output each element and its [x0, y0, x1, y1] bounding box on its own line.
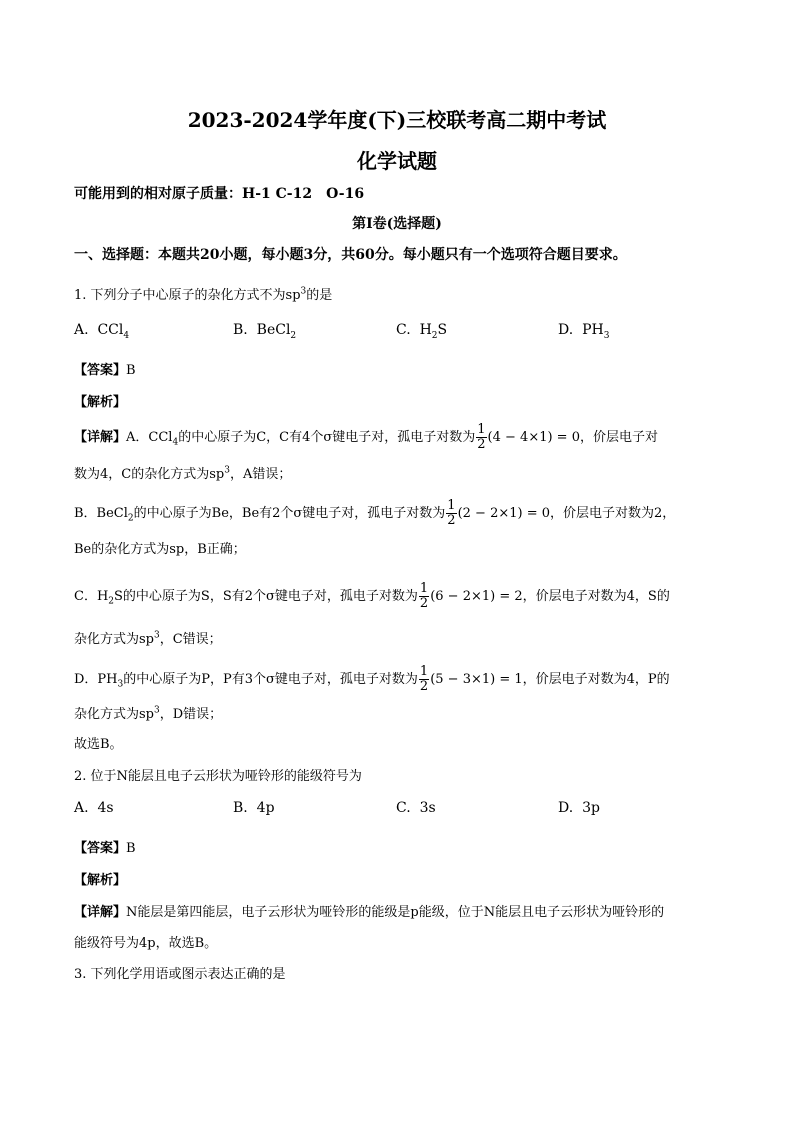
option-label: C. — [396, 322, 411, 338]
stem-formula: sp — [285, 288, 301, 303]
q1-answer — [74, 359, 136, 378]
text: ，D错误； — [159, 707, 223, 722]
answer-label: 【答案】 — [74, 363, 127, 378]
expression: (5 − 3×1) = 1 — [430, 672, 523, 687]
answer-label: 【答案】 — [74, 841, 127, 856]
text: C．H — [74, 589, 109, 604]
superscript: 3 — [224, 465, 230, 476]
sigma-symbol: σ — [323, 430, 333, 445]
option-subscript: 4 — [123, 330, 130, 341]
q1-detail-d-line2 — [74, 703, 222, 722]
question-3-stem: 3. 下列化学用语或图示表达正确的是 — [74, 967, 286, 982]
detail-label: 【详解】 — [74, 430, 127, 445]
option-label: B. — [233, 800, 248, 816]
option-subscript: 2 — [431, 330, 438, 341]
option-subscript: 3 — [603, 330, 610, 341]
q2-answer — [74, 837, 136, 856]
numerator: 1 — [447, 498, 456, 513]
text: ，价层电子对数为4，P的 — [522, 672, 670, 687]
q1-conclusion: 故选B。 — [74, 737, 123, 752]
text: 数为4，C的杂化方式为sp — [74, 467, 225, 482]
q1-detail-b-line2: Be的杂化方式为sp，B正确； — [74, 542, 246, 557]
text: ，C错误； — [159, 632, 222, 647]
exam-subtitle: 化学试题 — [357, 149, 437, 173]
text: 键电子对，孤电子对数为 — [274, 589, 418, 604]
q2-option-a — [74, 800, 114, 816]
q2-analysis-label: 【解析】 — [74, 873, 127, 888]
numerator: 1 — [477, 422, 486, 437]
fraction — [419, 665, 429, 694]
stem-superscript: 3 — [300, 286, 307, 297]
text: 键电子对，孤电子对数为 — [332, 430, 476, 445]
option-label: C. — [396, 800, 411, 816]
superscript: 3 — [154, 705, 160, 716]
formula: CCl — [148, 430, 173, 445]
option-label: D. — [558, 322, 574, 338]
q2-option-d — [558, 800, 600, 816]
denominator: 2 — [447, 513, 456, 528]
numerator: 1 — [419, 581, 429, 596]
subscript: 4 — [172, 437, 179, 448]
q1-detail-b-line1 — [74, 499, 675, 528]
expression: (2 − 2×1) = 0 — [457, 506, 551, 521]
option-label: D. — [558, 800, 574, 816]
expression: (4 − 4×1) = 0 — [487, 430, 580, 445]
text: ，价层电子对数为4，S的 — [522, 589, 670, 604]
text: 键电子对，孤电子对数为 — [274, 672, 418, 687]
option-label: A. — [74, 322, 89, 338]
q2-option-b — [233, 800, 275, 816]
text: ，价层电子对数为2， — [550, 506, 676, 521]
q1-option-a — [74, 322, 129, 341]
denominator: 2 — [477, 437, 486, 452]
option-formula-end: S — [437, 322, 448, 338]
atomic-mass-line: 可能用到的相对原子质量：H-1 C-12 O-16 — [74, 186, 365, 202]
q1-option-c — [396, 322, 447, 341]
option-subscript: 2 — [290, 330, 297, 341]
question-1-stem — [74, 284, 332, 303]
expression: (6 − 2×1) = 2 — [430, 589, 523, 604]
option-formula: BeCl — [256, 322, 291, 338]
subscript: 2 — [127, 513, 134, 524]
option-formula: CCl — [97, 322, 124, 338]
superscript: 3 — [154, 630, 160, 641]
q2-detail-line1 — [74, 901, 664, 920]
text: 杂化方式为sp — [74, 707, 154, 722]
q1-option-b — [233, 322, 296, 341]
denominator: 2 — [419, 596, 429, 611]
section-heading: 一、选择题：本题共20小题，每小题3分，共60分。每小题只有一个选项符合题目要求。 — [74, 247, 627, 263]
text: D．PH — [74, 672, 118, 687]
text: 杂化方式为sp — [74, 632, 154, 647]
option-value: 3s — [419, 800, 436, 816]
detail-text: N能层是第四能层，电子云形状为哑铃形的能级是p能级，位于N能层且电子云形状为哑铃形的 — [126, 905, 665, 920]
stem-text-end: 的是 — [306, 288, 333, 303]
option-label: A. — [74, 800, 89, 816]
stem-text: 1. 下列分子中心原子的杂化方式不为 — [74, 288, 286, 303]
fraction — [446, 499, 456, 528]
q1-analysis-label: 【解析】 — [74, 395, 127, 410]
sigma-symbol: σ — [266, 672, 275, 687]
answer-value: B — [126, 841, 136, 856]
answer-value: B — [126, 363, 136, 378]
text: A． — [126, 430, 149, 445]
text: S的中心原子为S，S有2个 — [114, 589, 267, 604]
subscript: 2 — [108, 596, 115, 607]
subscript: 3 — [117, 679, 124, 690]
option-formula: H — [419, 322, 432, 338]
q1-detail-c-line1 — [74, 582, 670, 611]
q1-detail-d-line1 — [74, 665, 670, 694]
text: 的中心原子为Be，Be有2个 — [133, 506, 294, 521]
sigma-symbol: σ — [266, 589, 275, 604]
q1-option-d — [558, 322, 609, 341]
numerator: 1 — [419, 664, 429, 679]
volume-heading: 第Ⅰ卷(选择题) — [352, 216, 442, 232]
fraction — [476, 423, 486, 452]
q2-detail-line2: 能级符号为4p，故选B。 — [74, 936, 218, 951]
option-value: 3p — [582, 800, 600, 816]
option-label: B. — [233, 322, 248, 338]
q1-detail-c-line2 — [74, 628, 222, 647]
q1-detail-a-line2 — [74, 463, 291, 482]
sigma-symbol: σ — [293, 506, 303, 521]
exam-title: 2023-2024学年度(下)三校联考高二期中考试 — [187, 108, 607, 132]
text: 的中心原子为C，C有4个 — [178, 430, 324, 445]
q1-detail-a-line1 — [74, 423, 658, 452]
q2-option-c — [396, 800, 436, 816]
text: 键电子对，孤电子对数为 — [302, 506, 446, 521]
text: B．BeCl — [74, 506, 128, 521]
option-formula: PH — [582, 322, 604, 338]
text: ，A错误； — [229, 467, 292, 482]
option-value: 4p — [256, 800, 275, 816]
text: 的中心原子为P，P有3个 — [123, 672, 267, 687]
option-value: 4s — [97, 800, 114, 816]
question-2-stem: 2. 位于N能层且电子云形状为哑铃形的能级符号为 — [74, 769, 362, 784]
text: ，价层电子对 — [579, 430, 658, 445]
denominator: 2 — [419, 679, 429, 694]
fraction — [419, 582, 429, 611]
detail-label: 【详解】 — [74, 905, 127, 920]
